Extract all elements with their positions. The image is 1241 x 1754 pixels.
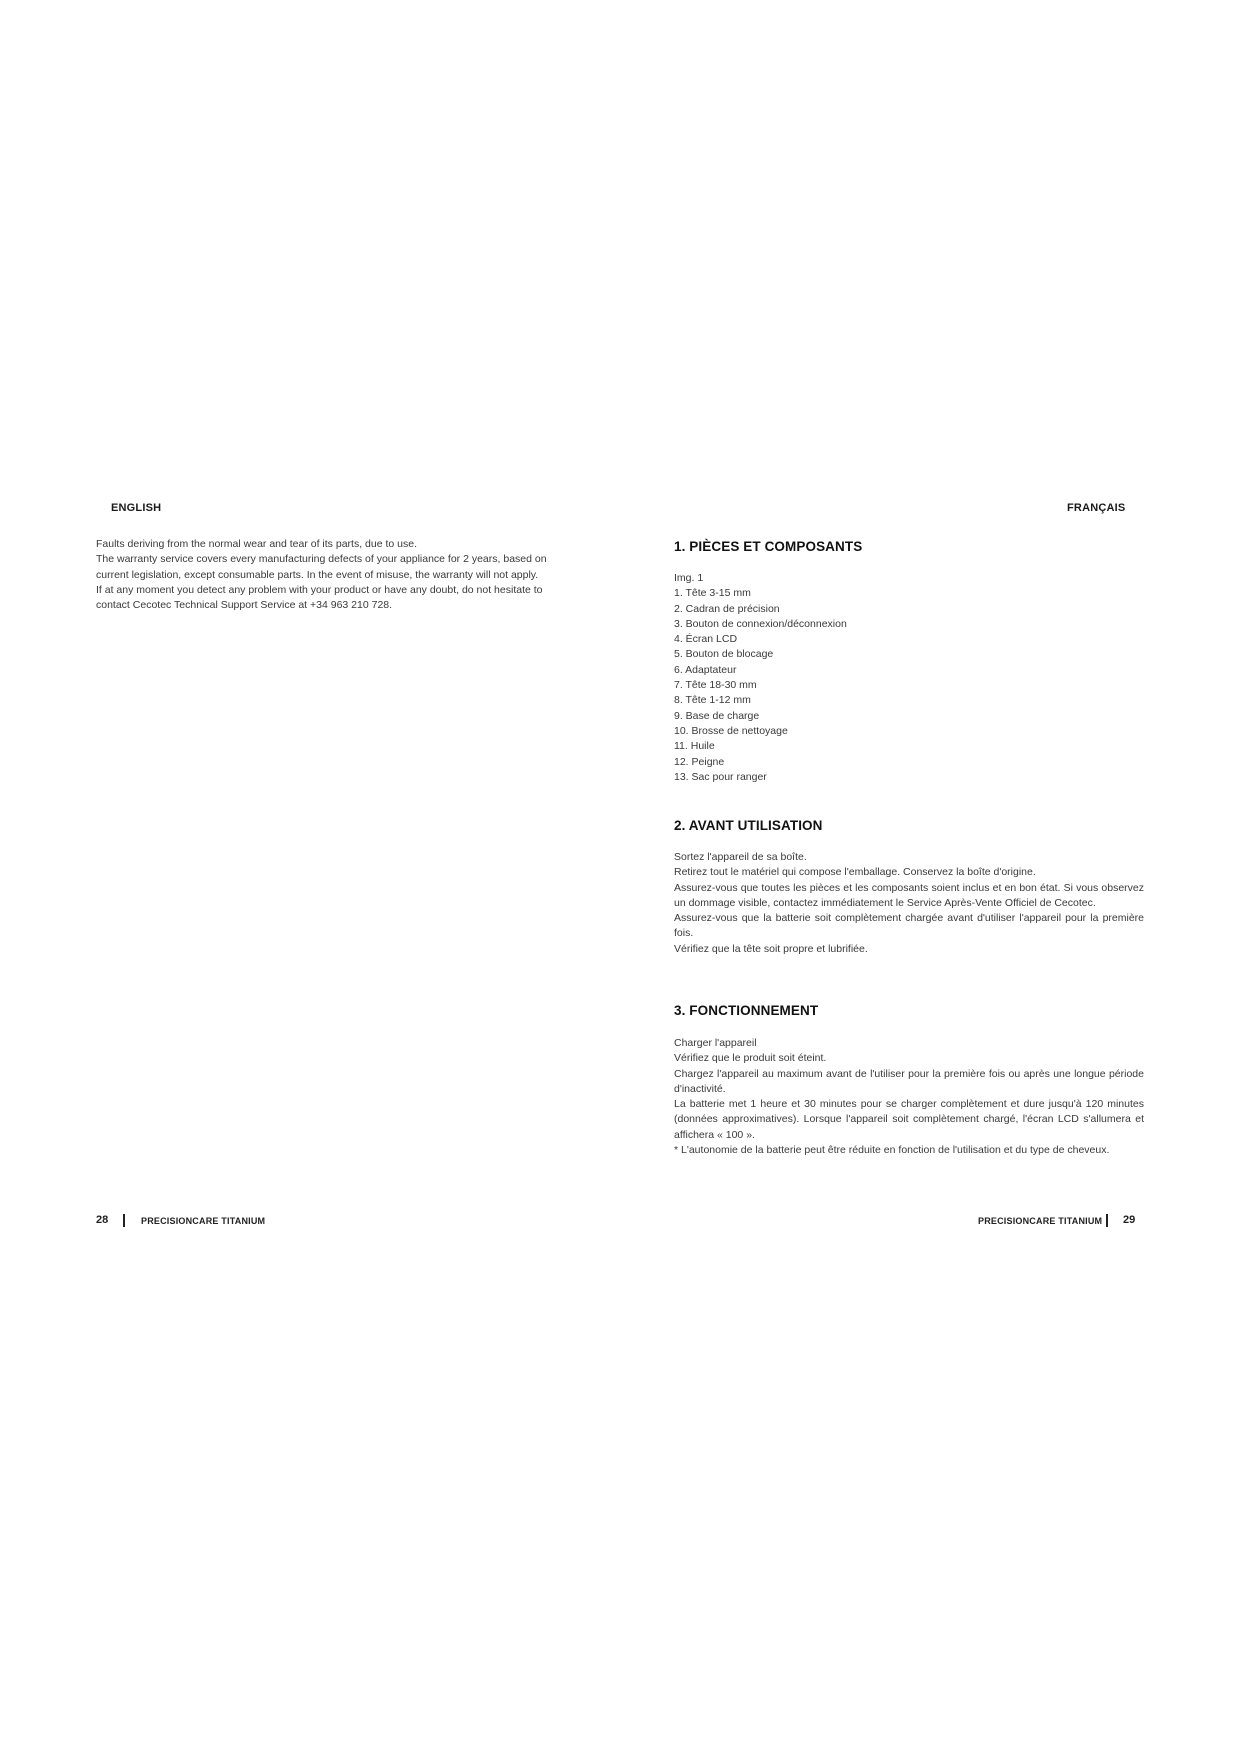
right-footer-title: PRECISIONCARE TITANIUM (978, 1216, 1103, 1226)
left-footer-divider (123, 1214, 125, 1227)
operation-section-body (674, 1036, 1144, 1158)
section-heading-parts: 1. PIÈCES ET COMPOSANTS (674, 539, 863, 554)
right-language-label: FRANÇAIS (1067, 502, 1126, 514)
operation-paragraph: La batterie met 1 heure et 30 minutes pour se charger complètement et dure jusqu'à 120 minutes (données approximatives). Lorsque l'appareil soit complètement chargé, l'écran LCD s'allumera et affichera « 100 ». (674, 1098, 1144, 1141)
parts-intro: Img. 1 (674, 572, 704, 584)
right-footer-divider (1106, 1214, 1108, 1227)
list-item: 2. Cadran de précision (674, 602, 780, 615)
left-body (96, 537, 562, 613)
left-paragraph: If at any moment you detect any problem with your product or have any doubt, do not hesitate to contact Cecotec Technical Support Service at +34 963 210 728. (96, 583, 543, 612)
list-item: 1. Tête 3-15 mm (674, 587, 751, 600)
operation-note: * L'autonomie de la batterie peut être réduite en fonction de l'utilisation et du type de cheveux. (674, 1144, 1110, 1157)
list-item: 8. Tête 1-12 mm (674, 694, 751, 707)
list-item: 7. Tête 18-30 mm (674, 679, 757, 692)
left-language-label: ENGLISH (111, 502, 162, 514)
list-item: 9. Base de charge (674, 709, 760, 722)
left-page-number: 28 (96, 1214, 109, 1226)
before-use-paragraph: Assurez-vous que toutes les pièces et les composants soient inclus et en bon état. Si vous observez un dommage visible, contactez immédiatement le Service Après-Vente Officiel de Cecotec. (674, 881, 1144, 909)
list-item: 11. Huile (674, 740, 715, 753)
parts-section-body (674, 571, 1144, 785)
before-use-paragraph: Retirez tout le matériel qui compose l'emballage. Conservez la boîte d'origine. (674, 866, 1036, 879)
section-heading-operation: 3. FONCTIONNEMENT (674, 1003, 819, 1018)
list-item: 6. Adaptateur (674, 663, 737, 676)
list-item: 4. Écran LCD (674, 633, 738, 646)
left-footer-title: PRECISIONCARE TITANIUM (141, 1216, 266, 1226)
before-use-paragraph: Sortez l'appareil de sa boîte. (674, 851, 807, 863)
left-paragraph: The warranty service covers every manufacturing defects of your appliance for 2 years, based on current legislation, except consumable parts. In the event of misuse, the warranty will not apply. (96, 553, 547, 581)
section-heading-before-use: 2. AVANT UTILISATION (674, 818, 823, 833)
operation-paragraph: Chargez l'appareil au maximum avant de l'utiliser pour la première fois ou après une longue période d'inactivité. (674, 1067, 1144, 1095)
before-use-paragraph: Assurez-vous que la batterie soit complètement chargée avant d'utiliser l'appareil pour la première fois. (674, 912, 1144, 940)
before-use-section-body (674, 850, 1144, 957)
operation-paragraph: Vérifiez que le produit soit éteint. (674, 1052, 827, 1065)
parts-list (674, 586, 1144, 785)
before-use-paragraph: Vérifiez que la tête soit propre et lubrifiée. (674, 942, 868, 955)
left-paragraph: Faults deriving from the normal wear and tear of its parts, due to use. (96, 538, 417, 550)
right-page-number: 29 (1123, 1214, 1136, 1226)
list-item: 12. Peigne (674, 755, 725, 768)
list-item: 3. Bouton de connexion/déconnexion (674, 617, 847, 630)
list-item: 13. Sac pour ranger (674, 770, 767, 783)
list-item: 5. Bouton de blocage (674, 648, 774, 661)
operation-subheading: Charger l'appareil (674, 1037, 757, 1049)
list-item: 10. Brosse de nettoyage (674, 724, 788, 737)
